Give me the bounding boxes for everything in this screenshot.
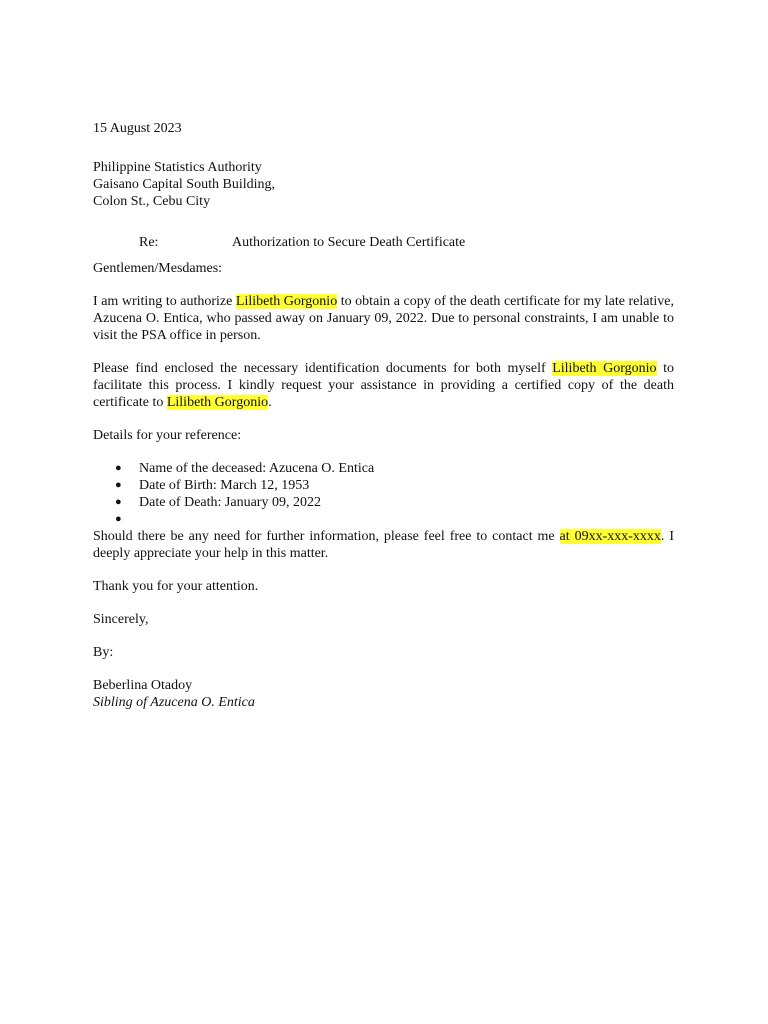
paragraph-text: . I deeply appreciate your help in this matter. [93,529,674,561]
detail-text: Name of the deceased: Azucena O. Entica [139,461,375,476]
recipient-line-2: Gaisano Capital South Building, [93,177,275,192]
thanks-line: Thank you for your attention. [93,579,259,594]
detail-text: Date of Birth: March 12, 1953 [139,478,310,493]
by-line: By: [93,645,114,660]
highlighted-name: Lilibeth Gorgonio [552,361,657,376]
subject-text: Authorization to Secure Death Certificate [232,235,466,250]
recipient-line-3: Colon St., Cebu City [93,194,211,209]
paragraph-text: Please find enclosed the necessary identification documents for both myself [93,361,553,376]
paragraph-text: to facilitate this process. I kindly request your assistance in providing a certified copy of the death certificate to [93,361,674,410]
highlighted-contact: at 09xx-xxx-xxxx [559,529,661,544]
paragraph-contact [93,528,674,562]
paragraph-documents [93,360,674,411]
paragraph-text: I am writing to authorize [93,294,236,309]
recipient-line-1: Philippine Statistics Authority [93,160,262,175]
bullet-icon: ● [115,462,122,474]
subject-line [93,234,674,251]
details-list [93,460,674,528]
salutation: Gentlemen/Mesdames: [93,261,223,276]
details-intro: Details for your reference: [93,428,242,443]
highlighted-name: Lilibeth Gorgonio [235,294,338,309]
paragraph-authorization [93,293,674,344]
paragraph-text: to obtain a copy of the death certificate for my late relative, Azucena O. Entica, who passed away on January 09, 2022. Due to personal constraints, I am unable to visit the PSA office in person. [93,294,674,343]
list-item [93,494,674,511]
recipient-address [93,159,674,210]
list-item [93,477,674,494]
closing-line: Sincerely, [93,612,149,627]
paragraph-text: . [268,395,272,410]
list-item [93,511,674,528]
letter-document [93,120,674,711]
paragraph-text: Should there be any need for further information, please feel free to contact me [93,529,560,544]
list-item [93,460,674,477]
signatory-title: Sibling of Azucena O. Entica [93,695,255,710]
detail-text: Date of Death: January 09, 2022 [139,495,321,510]
highlighted-name: Lilibeth Gorgonio [166,395,269,410]
signatory-name: Beberlina Otadoy [93,678,193,693]
bullet-icon: ● [115,496,122,508]
subject-label: Re: [139,235,159,250]
bullet-icon: ● [115,479,122,491]
bullet-icon: ● [115,513,122,525]
letter-date: 15 August 2023 [93,121,182,136]
